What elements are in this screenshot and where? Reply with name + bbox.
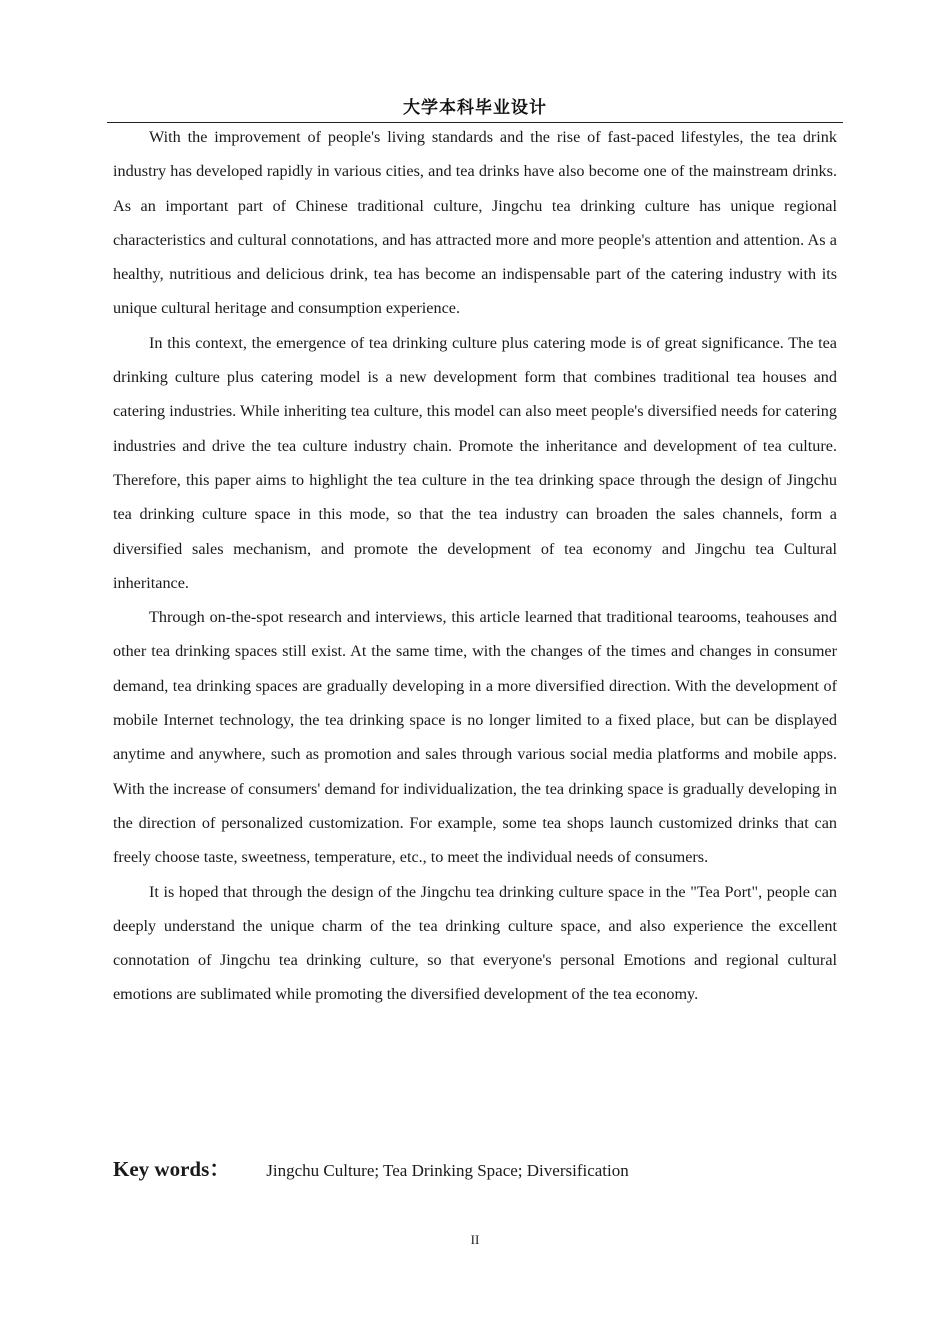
keywords-line bbox=[113, 1153, 837, 1187]
keywords-values: Jingchu Culture; Tea Drinking Space; Diversification bbox=[266, 1161, 629, 1180]
paragraph-4: It is hoped that through the design of the Jingchu tea drinking culture space in the "Tea Port", people can deeply understand the unique charm of the tea drinking culture space, and also experience the excellent connotation of Jingchu tea drinking culture, so that everyone's personal Emotions and regional cultural emotions are sublimated while promoting the diversified development of the tea economy. bbox=[113, 882, 837, 1004]
page-number: II bbox=[470, 1232, 480, 1247]
paragraph-1: With the improvement of people's living standards and the rise of fast-paced lifestyles, the tea drink industry has developed rapidly in various cities, and tea drinks have also become one of the mainstream drinks. As an important part of Chinese traditional culture, Jingchu tea drinking culture has unique regional characteristics and cultural connotations, and has attracted more and more people's attention and attention. As a healthy, nutritious and delicious drink, tea has become an indispensable part of the catering industry with its unique cultural heritage and consumption experience. bbox=[113, 128, 837, 318]
page-header bbox=[107, 96, 843, 123]
header-title: 大学本科毕业设计 bbox=[403, 98, 547, 118]
abstract-body bbox=[113, 120, 837, 1012]
paragraph-3: Through on-the-spot research and interviews, this article learned that traditional tearooms, teahouses and other tea drinking spaces still exist. At the same time, with the changes of the times and changes in consumer demand, tea drinking spaces are gradually developing in a more diversified direction. With the development of mobile Internet technology, the tea drinking space is no longer limited to a fixed place, but can be displayed anytime and anywhere, such as promotion and sales through various social media platforms and mobile apps. With the increase of consumers' demand for individualization, the tea drinking space is gradually developing in the direction of personalized customization. For example, some tea shops launch customized drinks that can freely choose taste, sweetness, temperature, etc., to meet the individual needs of consumers. bbox=[113, 608, 837, 867]
paragraph-2: In this context, the emergence of tea drinking culture plus catering mode is of great significance. The tea drinking culture plus catering model is a new development form that combines traditional tea houses and catering industries. While inheriting tea culture, this model can also meet people's diversified needs for catering industries and drive the tea culture industry chain. Promote the inheritance and development of tea culture. Therefore, this paper aims to highlight the tea culture in the tea drinking space through the design of Jingchu tea drinking culture space in this mode, so that the tea industry can broaden the sales channels, form a diversified sales mechanism, and promote the development of tea economy and Jingchu tea Cultural inheritance. bbox=[113, 333, 837, 592]
keywords-label: Key words： bbox=[113, 1157, 231, 1181]
